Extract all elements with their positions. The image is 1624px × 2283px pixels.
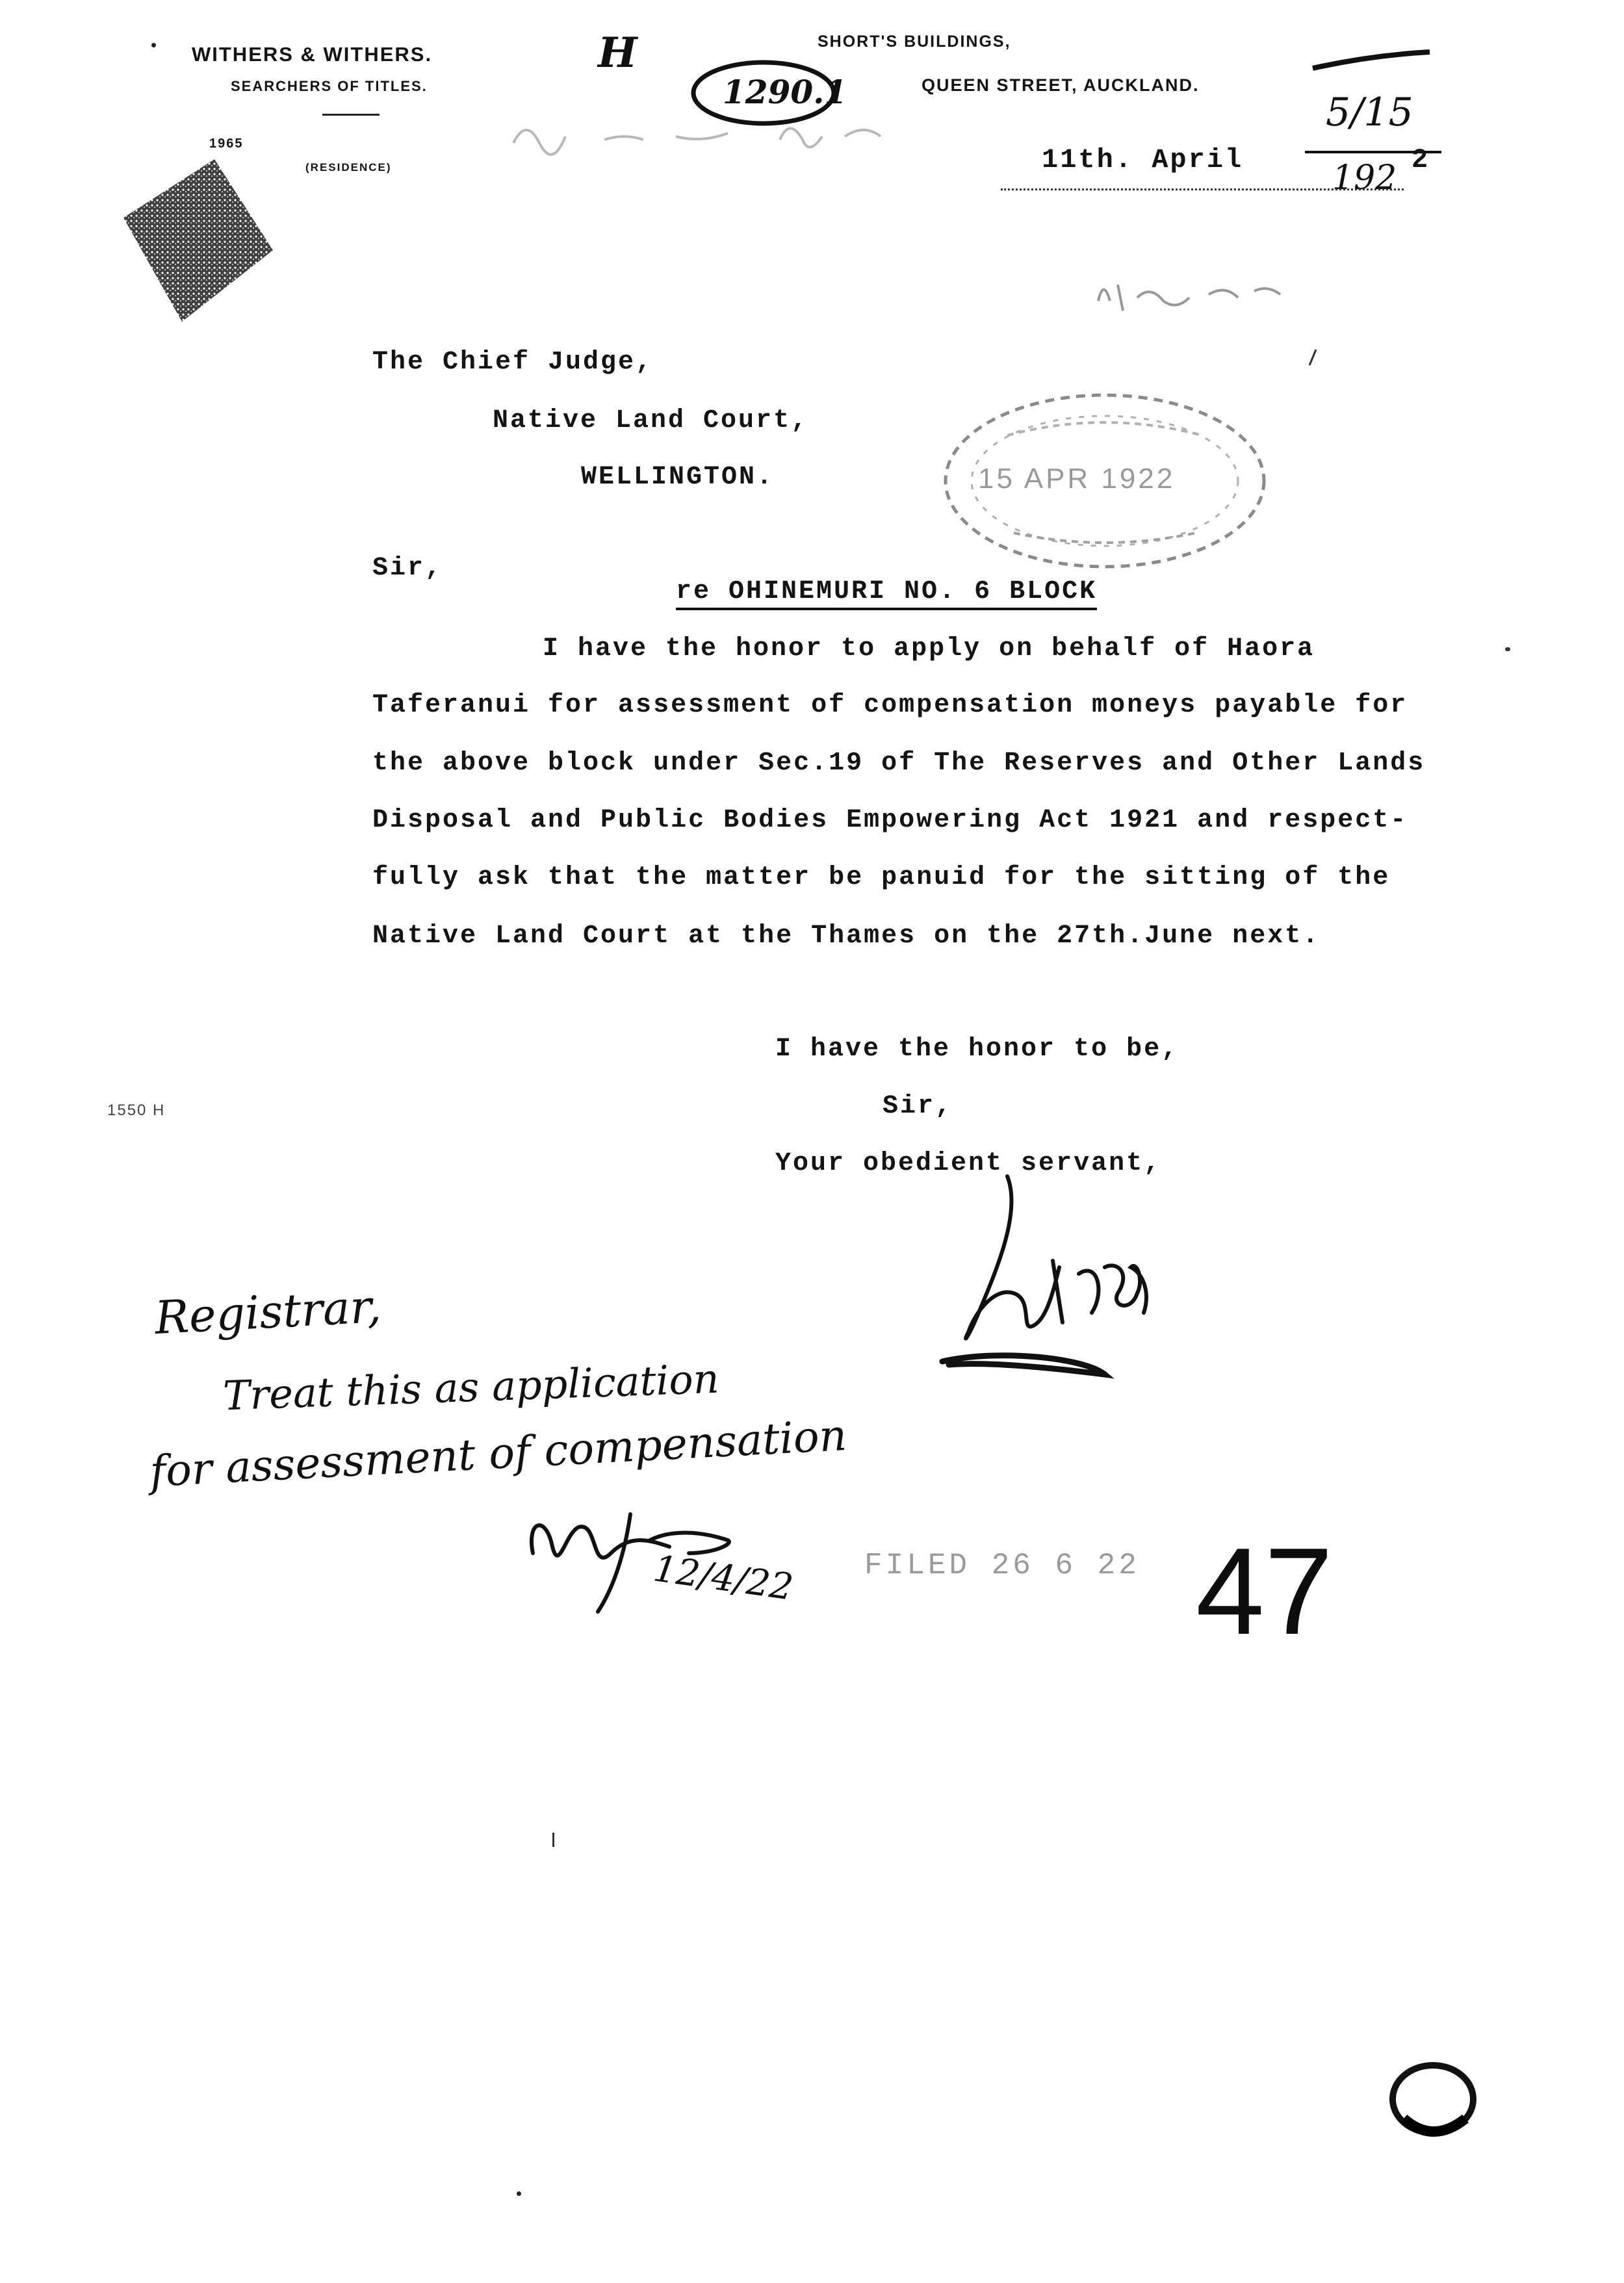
stray-tick xyxy=(1306,348,1319,367)
body-line-5: fully ask that the matter be panuid for the sitting of the xyxy=(372,863,1391,892)
stray-mark xyxy=(552,1833,554,1847)
margin-dot xyxy=(1505,647,1510,651)
date-dotted-rule xyxy=(1001,188,1404,190)
phone-number: 1965 xyxy=(209,136,244,151)
subject-line xyxy=(676,577,1097,606)
body-line-3: the above block under Sec.19 of The Reserves and Other Lands xyxy=(372,749,1426,778)
signature xyxy=(923,1163,1183,1397)
street-address: QUEEN STREET, AUCKLAND. xyxy=(922,75,1200,95)
faded-handwriting-mark xyxy=(507,110,923,156)
file-ref-bottom: 192 xyxy=(1332,159,1397,198)
annotation-line-2: Treat this as application xyxy=(222,1354,720,1420)
letter-date: 11th. April xyxy=(1042,144,1244,175)
body-line-6: Native Land Court at the Thames on the 27th.June next. xyxy=(372,922,1321,951)
addressee-city: WELLINGTON. xyxy=(581,463,775,492)
ink-blot xyxy=(104,146,312,341)
salutation: Sir, xyxy=(372,554,443,583)
file-ref-top: 5/15 xyxy=(1326,90,1413,135)
margin-ref: 1550 H xyxy=(107,1102,166,1119)
bottom-dot xyxy=(517,2191,521,2196)
addressee-title: The Chief Judge, xyxy=(372,348,654,377)
body-line-1: I have the honor to apply on behalf of Haora xyxy=(543,634,1315,664)
punch-hole-ring xyxy=(1384,2054,1482,2145)
body-line-4: Disposal and Public Bodies Empowering Act 1921 and respect- xyxy=(372,806,1408,835)
date-year-suffix: 2 xyxy=(1411,144,1430,175)
firm-subtitle: SEARCHERS OF TITLES. xyxy=(231,78,428,94)
faint-received-mark xyxy=(1092,265,1300,317)
annotation-line-3: for assessment of compensation xyxy=(148,1410,848,1497)
firm-name: WITHERS & WITHERS. xyxy=(192,43,433,66)
letterhead-rule xyxy=(322,114,380,116)
circled-ref: 1290.1 xyxy=(723,73,847,111)
residence-label: (RESIDENCE) xyxy=(305,161,392,174)
addressee-court: Native Land Court, xyxy=(493,406,809,435)
received-stamp-date: 15 APR 1922 xyxy=(978,463,1176,495)
ref-dash-stroke xyxy=(1306,45,1436,78)
annotation-line-1: Registrar, xyxy=(153,1279,383,1345)
closing-line-1: I have the honor to be, xyxy=(775,1035,1179,1064)
h-mark: H xyxy=(598,29,638,77)
building-name: SHORT'S BUILDINGS, xyxy=(818,32,1011,51)
annotation-date: 12/4/22 xyxy=(651,1547,796,1609)
filed-stamp: FILED 26 6 22 xyxy=(864,1549,1140,1582)
closing-line-2: Sir, xyxy=(883,1092,953,1121)
closing-line-3: Your obedient servant, xyxy=(775,1149,1162,1178)
body-line-2: Taferanui for assessment of compensation moneys payable for xyxy=(372,691,1408,720)
folio-number: 47 xyxy=(1196,1523,1334,1660)
stray-dot xyxy=(151,43,156,47)
subject-text: re OHINEMURI NO. 6 BLOCK xyxy=(676,577,1097,610)
